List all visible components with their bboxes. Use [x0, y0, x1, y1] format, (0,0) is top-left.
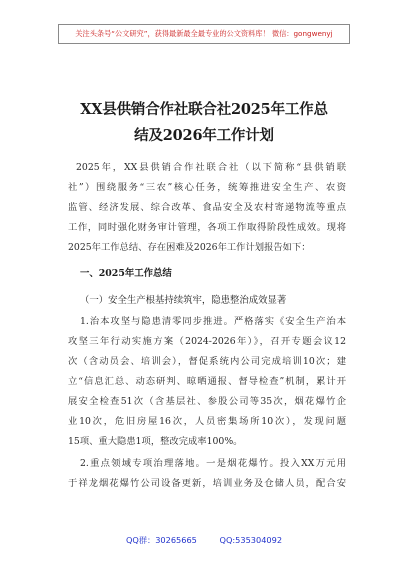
- intro-line: 监管、经济发展、综合改革、食品安全及农村寄递物流等重点: [68, 202, 346, 213]
- intro-line: 工作，同时强化财务审计管理，各项工作取得阶段性成效。现将: [68, 222, 346, 233]
- item-1-line: 展安全检查51次（含基层社、参股公司等35次，烟花爆竹企: [68, 396, 346, 407]
- item-1-paragraph: [68, 312, 346, 452]
- item-2-line: 于祥龙烟花爆竹公司设备更新，培训业务及仓储人员，配合安: [68, 478, 346, 489]
- item-1-line: 立“信息汇总、动态研判、晾晒通报、督导检查”机制，累计开: [68, 376, 346, 387]
- qq-group-number: QQ群：30265665: [125, 535, 197, 545]
- subsection-heading-1: （一）安全生产根基持续筑牢，隐患整治成效显著: [80, 295, 287, 306]
- qq-number: QQ:535304092: [219, 535, 283, 545]
- section-heading-1: 一、2025年工作总结: [80, 268, 172, 279]
- item-1-line: 攻坚三年行动实施方案（2024-2026年）》，召开专题会议12: [68, 336, 346, 347]
- intro-line: 2025年工作总结、存在困难及2026年工作计划报告如下：: [68, 242, 311, 253]
- promo-banner: [58, 24, 350, 44]
- item-1-line: 次（含动员会、培训会），督促系统内公司完成培训10次；建: [68, 356, 346, 367]
- item-1-line: 业10次，危旧房屋16次，人员密集场所10次），发现问题: [68, 416, 346, 427]
- intro-paragraph: [68, 158, 346, 258]
- promo-banner-text: 关注头条号“公文研究”，获得最新最全最专业的公文资料库！ 微信：gongwenyj: [75, 29, 333, 38]
- intro-line: 社”）围绕服务“三农”核心任务，统筹推进安全生产、农资: [68, 182, 346, 193]
- intro-line: 2025年，XX县供销合作社联合社（以下简称“县供销联: [76, 162, 346, 173]
- item-1-line: 1.治本攻坚与隐患清零同步推进。严格落实《安全生产治本: [80, 316, 346, 327]
- document-title-line-1: XX县供销合作社联合社2025年工作总: [80, 101, 328, 118]
- item-1-line: 15项、重大隐患1项，整改完成率100%。: [68, 436, 243, 447]
- document-title-line-2: 结及2026年工作计划: [134, 127, 274, 144]
- contact-footer: [0, 535, 408, 546]
- item-2-paragraph: [68, 454, 346, 494]
- item-2-line: 2.重点领域专项治理落地。一是烟花爆竹。投入XX万元用: [80, 458, 346, 469]
